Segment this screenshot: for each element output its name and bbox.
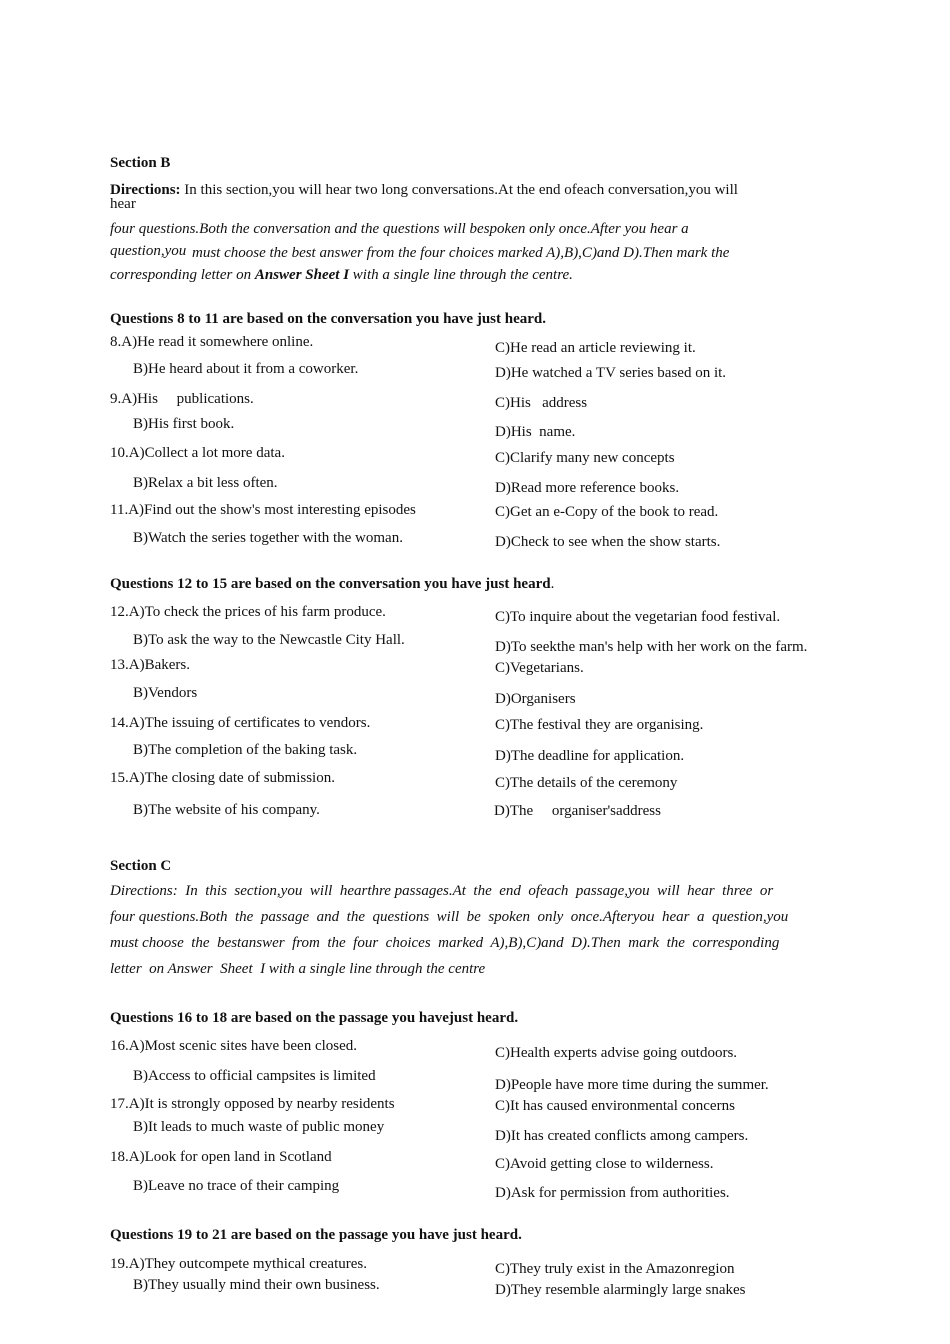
q11-option-b: B)Watch the series together with the woman. — [133, 530, 403, 546]
q17-option-a: 17.A)It is strongly opposed by nearby residents — [110, 1096, 395, 1112]
q18-option-d: D)Ask for permission from authorities. — [495, 1185, 730, 1201]
q9-option-a: 9.A)His publications. — [110, 391, 254, 407]
q14-option-a: 14.A)The issuing of certificates to vendors. — [110, 715, 371, 731]
q18-option-c: C)Avoid getting close to wilderness. — [495, 1156, 714, 1172]
question-group-heading: Questions 16 to 18 are based on the passage you havejust heard. — [110, 1010, 519, 1026]
q14-option-b: B)The completion of the baking task. — [133, 742, 358, 758]
q16-option-b: B)Access to official campsites is limited — [133, 1068, 376, 1084]
q10-option-a: 10.A)Collect a lot more data. — [110, 445, 285, 461]
section-b-title: Section B — [110, 155, 171, 171]
q13-option-b: B)Vendors — [133, 685, 198, 701]
section-c-directions-line2: four questions.Both the passage and the questions will be spoken only once.Afteryou hear a question,you — [110, 909, 789, 925]
question-group-heading: Questions 8 to 11 are based on the conversation you have just heard. — [110, 311, 546, 327]
q8-option-b: B)He heard about it from a coworker. — [133, 361, 359, 377]
section-b-directions-line1 — [110, 182, 738, 199]
q18-option-b: B)Leave no trace of their camping — [133, 1178, 340, 1194]
q10-option-c: C)Clarify many new concepts — [495, 450, 675, 466]
q18-option-a: 18.A)Look for open land in Scotland — [110, 1149, 332, 1165]
answer-sheet-label: Answer Sheet I — [254, 267, 350, 283]
heading-period: . — [550, 576, 555, 592]
q19-option-b: B)They usually mind their own business. — [133, 1277, 380, 1293]
q9-option-b: B)His first book. — [133, 416, 235, 432]
question-group-heading — [110, 576, 554, 593]
q15-option-d: D)The organiser'saddress — [494, 803, 661, 819]
section-c-directions-line4: letter on Answer Sheet I with a single line through the centre — [110, 961, 486, 977]
q13-option-c: C)Vegetarians. — [495, 660, 584, 676]
directions-line4c: with a single line through the centre. — [352, 267, 573, 283]
q12-option-d: D)To seekthe man's help with her work on the farm. — [495, 639, 808, 655]
q8-option-c: C)He read an article reviewing it. — [495, 340, 696, 356]
q17-option-b: B)It leads to much waste of public money — [133, 1119, 385, 1135]
q16-option-a: 16.A)Most scenic sites have been closed. — [110, 1038, 358, 1054]
directions-line4a: corresponding letter on — [110, 267, 252, 283]
q16-option-c: C)Health experts advise going outdoors. — [495, 1045, 738, 1061]
q12-option-c: C)To inquire about the vegetarian food festival. — [495, 609, 781, 625]
q11-option-a: 11.A)Find out the show's most interesting episodes — [110, 502, 416, 518]
section-b-directions-line1b: hear — [110, 196, 136, 212]
q19-option-c: C)They truly exist in the Amazonregion — [495, 1261, 735, 1277]
section-b-directions-line3a: question,you — [110, 243, 187, 259]
section-c-directions-line1: Directions: In this section,you will hearthre passages.At the end ofeach passage,you will hear three or — [110, 883, 774, 899]
q11-option-d: D)Check to see when the show starts. — [495, 534, 721, 550]
q12-option-b: B)To ask the way to the Newcastle City Hall. — [133, 632, 405, 648]
q15-option-a: 15.A)The closing date of submission. — [110, 770, 335, 786]
directions-label: Directions: — [110, 182, 181, 198]
section-b-directions-line3b: must choose the best answer from the four choices marked A),B),C)and D).Then mark the — [192, 245, 730, 261]
q16-option-d: D)People have more time during the summer. — [495, 1077, 769, 1093]
q17-option-d: D)It has created conflicts among campers. — [495, 1128, 749, 1144]
heading-text: Questions 12 to 15 are based on the conversation you have just heard — [110, 576, 551, 592]
q9-option-d: D)His name. — [495, 424, 576, 440]
q10-option-d: D)Read more reference books. — [495, 480, 680, 496]
q19-option-d: D)They resemble alarmingly large snakes — [495, 1282, 746, 1298]
q19-option-a: 19.A)They outcompete mythical creatures. — [110, 1256, 367, 1272]
directions-text: In this section,you will hear two long conversations.At the end ofeach conversation,you will — [184, 182, 738, 198]
section-b-directions-line2: four questions.Both the conversation and the questions will bespoken only once.After you hear a — [110, 221, 689, 237]
q9-option-c: C)His address — [495, 395, 588, 411]
q8-option-a: 8.A)He read it somewhere online. — [110, 334, 314, 350]
q12-option-a: 12.A)To check the prices of his farm produce. — [110, 604, 386, 620]
q17-option-c: C)It has caused environmental concerns — [495, 1098, 735, 1114]
q15-option-c: C)The details of the ceremony — [495, 775, 678, 791]
q13-option-d: D)Organisers — [495, 691, 576, 707]
q8-option-d: D)He watched a TV series based on it. — [495, 365, 727, 381]
q15-option-b: B)The website of his company. — [133, 802, 320, 818]
q11-option-c: C)Get an e-Copy of the book to read. — [495, 504, 719, 520]
q14-option-d: D)The deadline for application. — [495, 748, 685, 764]
section-c-directions-line3: must choose the bestanswer from the four choices marked A),B),C)and D).Then mark the corresponding — [110, 935, 780, 951]
q10-option-b: B)Relax a bit less often. — [133, 475, 278, 491]
question-group-heading: Questions 19 to 21 are based on the passage you have just heard. — [110, 1227, 522, 1243]
section-b-directions-line4 — [110, 267, 573, 284]
section-c-title: Section C — [110, 858, 172, 874]
q13-option-a: 13.A)Bakers. — [110, 657, 190, 673]
q14-option-c: C)The festival they are organising. — [495, 717, 704, 733]
